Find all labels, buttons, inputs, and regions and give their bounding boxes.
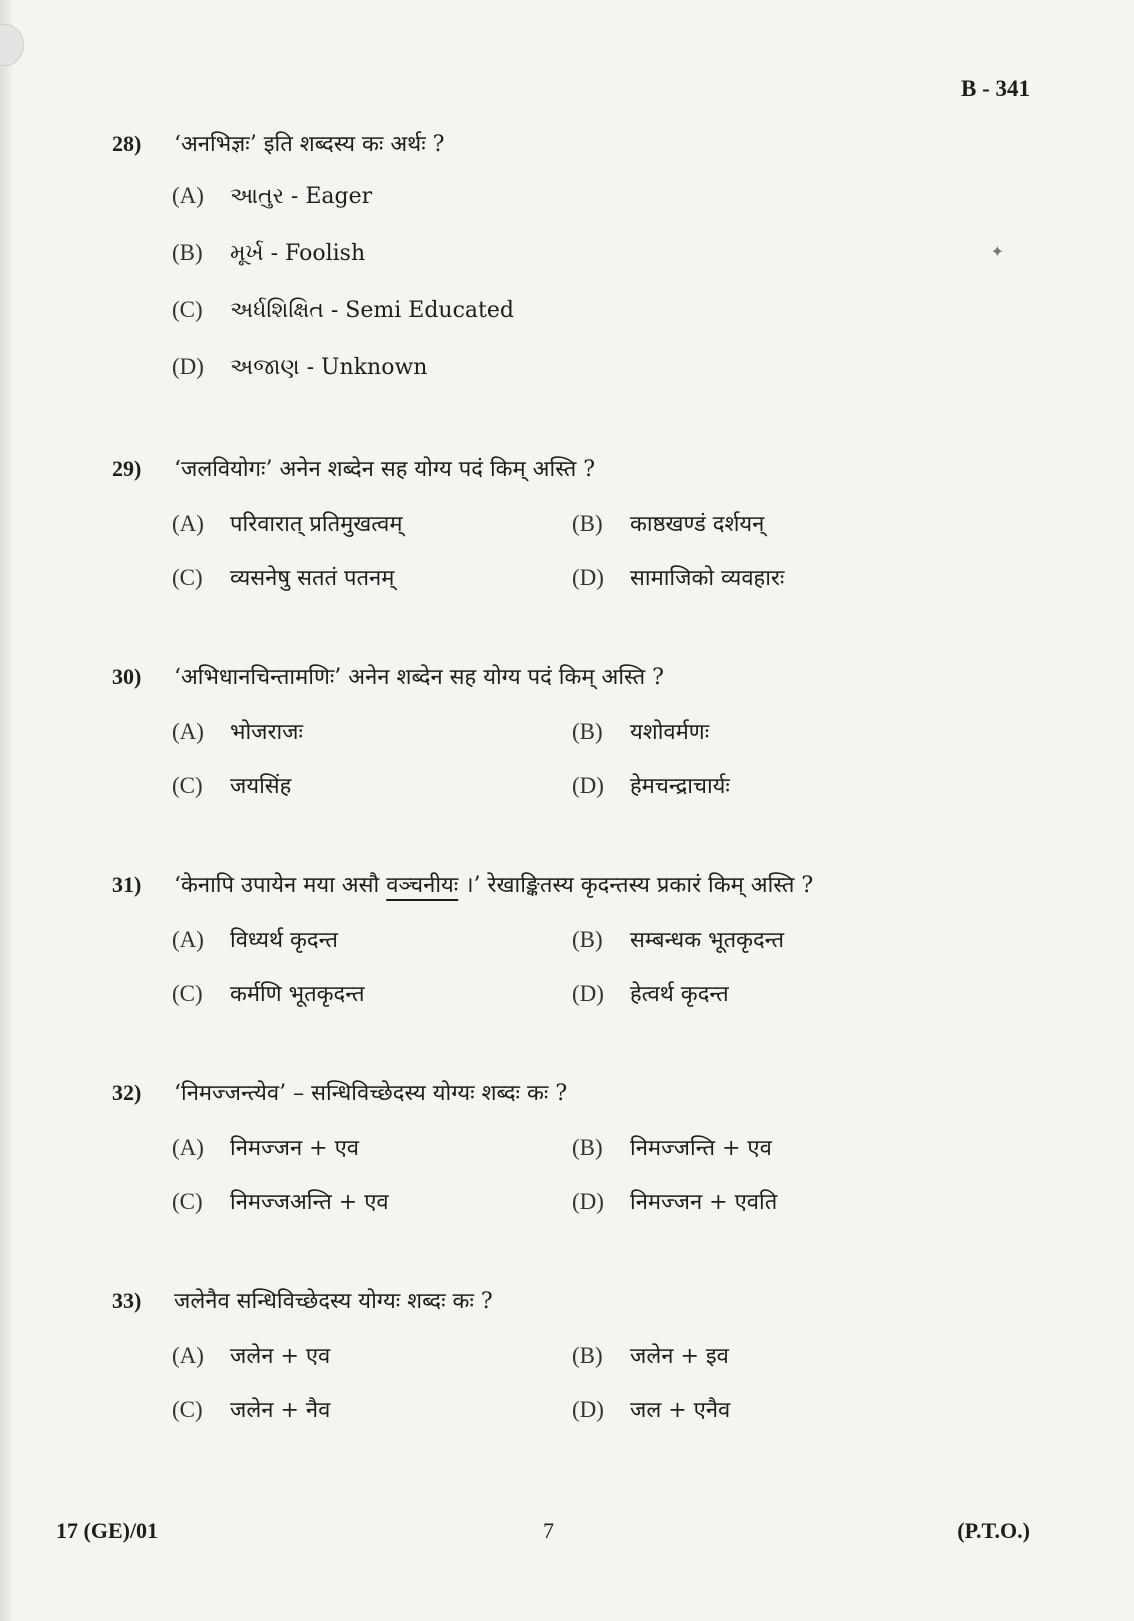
option-label: (C) (172, 773, 203, 798)
underlined-word: वञ्चनीयः (386, 873, 459, 898)
option-text: हेत्वर्थ कृदन्त (630, 982, 729, 1007)
option-text: निमज्जन + एवति (630, 1190, 778, 1215)
option-text: यशोवर्मणः (630, 720, 710, 745)
paper-code: B - 341 (961, 76, 1030, 101)
ink-mark: ✦ (990, 242, 1004, 261)
option-text: जयसिंह (230, 774, 292, 799)
option-label: (D) (572, 981, 604, 1006)
question-number: 28) (112, 131, 142, 156)
question-number: 33) (112, 1288, 142, 1313)
question-28 (112, 128, 1032, 398)
question-text: ‘निमज्जन्त्येव’ – सन्धिविच्छेदस्य योग्यः शब्दः कः ? (174, 1081, 568, 1106)
option-label: (C) (172, 565, 203, 590)
question-33 (112, 1285, 1032, 1435)
option-c[interactable] (172, 562, 394, 592)
option-label: (A) (172, 719, 204, 744)
option-text: निमज्जन + एव (230, 1136, 360, 1161)
option-label: (A) (172, 1135, 204, 1160)
option-a[interactable] (172, 716, 303, 746)
question-29 (112, 453, 1032, 603)
option-label: (B) (572, 1135, 603, 1160)
pto-label: (P.T.O.) (957, 1518, 1030, 1543)
question-text: ‘जलवियोगः’ अनेन शब्देन सह योग्य पदं किम् अस्ति ? (174, 457, 596, 482)
option-text: सामाजिको व्यवहारः (630, 566, 785, 591)
option-text: जलेन + एव (230, 1344, 331, 1369)
option-label: (D) (572, 565, 604, 590)
option-d[interactable] (572, 562, 784, 592)
page-number: 7 (543, 1518, 554, 1543)
option-a[interactable] (172, 924, 338, 954)
punch-hole (0, 24, 24, 66)
option-d[interactable] (572, 770, 730, 800)
option-text: जलेन + इव (630, 1344, 729, 1369)
footer-code: 17 (GE)/01 (56, 1518, 159, 1543)
option-c[interactable] (172, 770, 291, 800)
option-label: (B) (572, 719, 603, 744)
option-label: (D) (572, 1189, 604, 1214)
option-text: અજાણ - Unknown (230, 355, 428, 380)
option-label: (C) (172, 297, 203, 322)
option-b[interactable] (172, 240, 365, 266)
option-c[interactable] (172, 978, 365, 1008)
question-number: 29) (112, 456, 142, 481)
option-label: (B) (572, 1343, 603, 1368)
option-label: (C) (172, 981, 203, 1006)
question-number: 32) (112, 1080, 142, 1105)
option-a[interactable] (172, 183, 372, 209)
page-edge-shadow (0, 0, 14, 1621)
option-label: (C) (172, 1397, 203, 1422)
option-label: (D) (572, 773, 604, 798)
option-b[interactable] (572, 1340, 729, 1370)
option-c[interactable] (172, 1394, 330, 1424)
option-text: कर्मणि भूतकृदन्त (230, 982, 365, 1007)
option-a[interactable] (172, 1132, 359, 1162)
question-31 (112, 869, 1032, 1019)
question-text (174, 869, 1032, 899)
option-b[interactable] (572, 508, 764, 538)
question-number: 31) (112, 872, 142, 897)
question-text: जलेनैव सन्धिविच्छेदस्य योग्यः शब्दः कः ? (174, 1289, 493, 1314)
option-d[interactable] (572, 978, 729, 1008)
option-label: (D) (172, 354, 204, 379)
option-b[interactable] (572, 1132, 772, 1162)
question-text-start: ‘केनापि उपायेन मया असौ (174, 873, 387, 898)
option-a[interactable] (172, 1340, 330, 1370)
question-30 (112, 661, 1032, 811)
option-label: (A) (172, 183, 204, 208)
option-text: सम्बन्धक भूतकृदन्त (630, 928, 784, 953)
option-c[interactable] (172, 1186, 389, 1216)
option-d[interactable] (572, 1394, 730, 1424)
option-text: निमज्जअन्ति + एव (230, 1190, 389, 1215)
option-text: हेमचन्द्राचार्यः (630, 774, 730, 799)
question-text: ‘अभिधानचिन्तामणिः’ अनेन शब्देन सह योग्य पदं किम् अस्ति ? (174, 665, 664, 690)
option-text: भोजराजः (230, 720, 303, 745)
option-d[interactable] (172, 354, 427, 380)
option-label: (C) (172, 1189, 203, 1214)
question-text-end: ।’ रेखाङ्कितस्य कृदन्तस्य प्रकारं किम् अस्ति ? (458, 873, 814, 898)
option-label: (D) (572, 1397, 604, 1422)
question-32 (112, 1077, 1032, 1227)
option-label: (A) (172, 511, 204, 536)
option-text: અર્ધશિક્ષિત - Semi Educated (230, 298, 514, 323)
option-text: મૂર્ખ - Foolish (230, 241, 366, 266)
option-text: विध्यर्थ कृदन्त (230, 928, 338, 953)
option-text: परिवारात् प्रतिमुखत्वम् (230, 512, 403, 537)
option-text: निमज्जन्ति + एव (630, 1136, 772, 1161)
option-label: (B) (172, 240, 203, 265)
option-d[interactable] (572, 1186, 777, 1216)
option-text: जलेन + नैव (230, 1398, 331, 1423)
question-number: 30) (112, 664, 142, 689)
option-text: આતુર - Eager (230, 184, 373, 209)
option-text: काष्ठखण्डं दर्शयन् (630, 512, 765, 537)
option-text: जल + एनैव (630, 1398, 731, 1423)
option-label: (A) (172, 927, 204, 952)
option-label: (B) (572, 927, 603, 952)
option-b[interactable] (572, 716, 709, 746)
option-label: (B) (572, 511, 603, 536)
option-b[interactable] (572, 924, 784, 954)
option-c[interactable] (172, 297, 514, 323)
option-text: व्यसनेषु सततं पतनम् (230, 566, 395, 591)
question-text: ‘अनभिज्ञः’ इति शब्दस्य कः अर्थः ? (174, 132, 445, 157)
option-label: (A) (172, 1343, 204, 1368)
option-a[interactable] (172, 508, 402, 538)
